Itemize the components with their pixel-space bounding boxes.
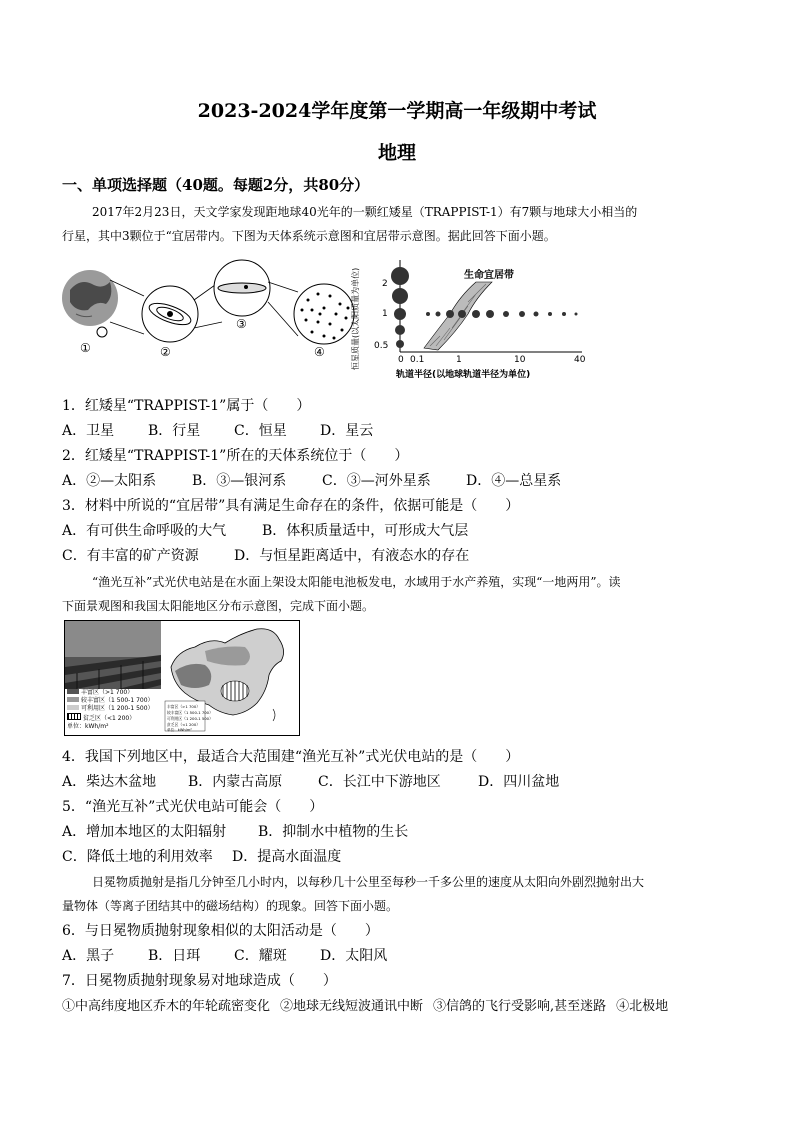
q4-option-c[interactable]: C．长江中下游地区 xyxy=(318,774,441,790)
q7-stem: 7．日冕物质抛射现象易对地球造成（ ） xyxy=(62,973,337,989)
q1-option-d[interactable]: D．星云 xyxy=(320,423,374,439)
legend-rich-label: 丰富区（>1 700） xyxy=(81,689,134,696)
passage1-line1: 2017年2月23日，天文学家发现距地球40光年的一颗红矮星（TRAPPIST-1）有7颗与地球大小相当的 xyxy=(92,205,638,219)
q7-statement-3: ③信鸽的飞行受影响,甚至迷路 xyxy=(433,999,607,1014)
inset-legend-4: 贫乏区（<1 200） xyxy=(167,722,201,727)
q3-option-d[interactable]: D．与恒星距离适中，有液态水的存在 xyxy=(234,548,470,564)
exam-title: 2023-2024学年度第一学期高一年级期中考试 xyxy=(197,100,597,122)
q7-statement-2: ②地球无线短波通讯中断 xyxy=(280,999,424,1014)
q5-option-c[interactable]: C．降低土地的利用效率 xyxy=(62,849,213,865)
x-tick-0: 0 xyxy=(398,355,404,365)
passage2-line1: “渔光互补”式光伏电站是在水面上架设太阳能电池板发电，水域用于水产养殖，实现“一地两用”。读 xyxy=(92,575,621,589)
x-tick-01: 0.1 xyxy=(410,355,425,365)
universe-circle xyxy=(294,284,354,344)
legend-poor-label: 贫乏区（<1 200） xyxy=(83,715,136,722)
q4-option-d[interactable]: D．四川盆地 xyxy=(478,774,560,790)
q6-stem: 6．与日冕物质抛射现象相似的太阳活动是（ ） xyxy=(62,923,379,939)
solar-figure xyxy=(64,620,300,736)
x-axis-label: 轨道半径(以地球轨道半径为单位) xyxy=(396,370,531,380)
q7-statement-1: ①中高纬度地区乔木的年轮疏密变化 xyxy=(62,999,271,1014)
map-legend xyxy=(65,689,161,735)
q5-stem: 5．“渔光互补”式光伏电站可能会（ ） xyxy=(62,799,324,815)
q3-options-row1 xyxy=(62,520,468,540)
section-heading: 一、单项选择题（40题。每题2分，共80分） xyxy=(62,176,370,194)
moon xyxy=(97,327,107,337)
q2-option-d[interactable]: D．④—总星系 xyxy=(466,473,562,489)
q6-option-d[interactable]: D．太阳风 xyxy=(320,948,388,964)
q6-option-c[interactable]: C．耀斑 xyxy=(234,948,287,964)
band-label: 生命宜居带 xyxy=(464,270,514,281)
q4-option-b[interactable]: B．内蒙古高原 xyxy=(188,774,283,790)
x-tick-40: 40 xyxy=(574,355,586,365)
legend-rich xyxy=(67,689,161,697)
legend-fairly-rich xyxy=(67,697,161,705)
q2-options xyxy=(62,470,561,490)
q5-options-row2 xyxy=(62,846,341,866)
hatched-poor-region xyxy=(221,681,249,701)
q5-option-b[interactable]: B．抑制水中植物的生长 xyxy=(258,824,409,840)
habitable-band xyxy=(424,282,492,350)
q1-option-b[interactable]: B．行星 xyxy=(148,423,201,439)
passage1-line2: 行星，其中3颗位于“宜居带内。下图为天体系统示意图和宜居带示意图。据此回答下面小题。 xyxy=(62,229,556,243)
q1-option-c[interactable]: C．恒星 xyxy=(234,423,287,439)
q6-option-b[interactable]: B．日珥 xyxy=(148,948,201,964)
q5-options-row1 xyxy=(62,821,408,841)
q3-option-a[interactable]: A．有可供生命呼吸的大气 xyxy=(62,523,227,539)
legend-poor xyxy=(67,713,161,723)
y-tick-1: 1 xyxy=(382,309,388,319)
legend-fairly-rich-label: 较丰富区（1 500-1 700） xyxy=(81,697,154,704)
solar-system-circle xyxy=(142,286,198,342)
label-3: ③ xyxy=(236,317,247,331)
y-tick-05: 0.5 xyxy=(374,341,389,351)
q4-options xyxy=(62,771,559,791)
earth-globe xyxy=(62,270,118,326)
q5-option-a[interactable]: A．增加本地区的太阳辐射 xyxy=(62,824,227,840)
galaxy-circle xyxy=(214,260,270,316)
passage3-line1: 日冕物质抛射是指几分钟至几小时内，以每秒几十公里至每秒一千多公里的速度从太阳向外剧烈抛射出大 xyxy=(92,875,645,889)
legend-usable-label: 可利用区（1 200-1 500） xyxy=(81,705,154,712)
q3-options-row2 xyxy=(62,545,469,565)
q6-options xyxy=(62,945,387,965)
habitable-zone-figure xyxy=(346,252,588,382)
q2-option-b[interactable]: B．③—银河系 xyxy=(192,473,287,489)
inset-legend-2: 较丰富区（1 500-1 700） xyxy=(167,710,213,715)
legend-usable xyxy=(67,705,161,713)
label-2: ② xyxy=(160,345,171,359)
planet-markers xyxy=(426,310,578,318)
q6-option-a[interactable]: A．黑子 xyxy=(62,948,115,964)
q3-option-b[interactable]: B．体积质量适中，可形成大气层 xyxy=(262,523,469,539)
q4-stem: 4．我国下列地区中，最适合大范围建“渔光互补”式光伏电站的是（ ） xyxy=(62,749,520,765)
q1-options xyxy=(62,420,373,440)
q4-option-a[interactable]: A．柴达木盆地 xyxy=(62,774,157,790)
subject-title: 地理 xyxy=(377,142,416,164)
y-axis-label: 恒星质量(以太阳质量为单位) xyxy=(351,267,360,370)
q2-option-c[interactable]: C．③—河外星系 xyxy=(322,473,431,489)
passage3-line2: 量物体（等离子团结其中的磁场结构）的现象。回答下面小题。 xyxy=(62,899,399,913)
label-1: ① xyxy=(80,341,91,355)
inset-legend-1: 丰富区（>1 700） xyxy=(167,704,201,709)
q1-option-a[interactable]: A．卫星 xyxy=(62,423,115,439)
q3-stem: 3．材料中所说的“宜居带”具有满足生命存在的条件，依据可能是（ ） xyxy=(62,498,520,514)
label-4: ④ xyxy=(314,345,325,359)
x-tick-10: 10 xyxy=(514,355,526,365)
inset-legend-3: 可利用区（1 200-1 500） xyxy=(167,716,213,721)
legend-unit: 单位：kWh/m² xyxy=(67,723,109,730)
q7-statement-4: ④北极地 xyxy=(616,999,669,1014)
x-tick-1: 1 xyxy=(456,355,462,365)
q5-option-d[interactable]: D．提高水面温度 xyxy=(232,849,342,865)
q3-option-c[interactable]: C．有丰富的矿产资源 xyxy=(62,548,199,564)
celestial-system-figure xyxy=(62,252,362,364)
y-tick-2: 2 xyxy=(382,279,388,289)
q2-option-a[interactable]: A．②—太阳系 xyxy=(62,473,157,489)
inset-legend-unit: 单位：kWh/m² xyxy=(167,728,192,732)
china-solar-map xyxy=(161,621,299,735)
passage2-line2: 下面景观图和我国太阳能地区分布示意图，完成下面小题。 xyxy=(62,599,375,613)
q1-stem: 1．红矮星“TRAPPIST-1”属于（ ） xyxy=(62,398,311,414)
q2-stem: 2．红矮星“TRAPPIST-1”所在的天体系统位于（ ） xyxy=(62,448,409,464)
q7-statements xyxy=(62,995,668,1014)
